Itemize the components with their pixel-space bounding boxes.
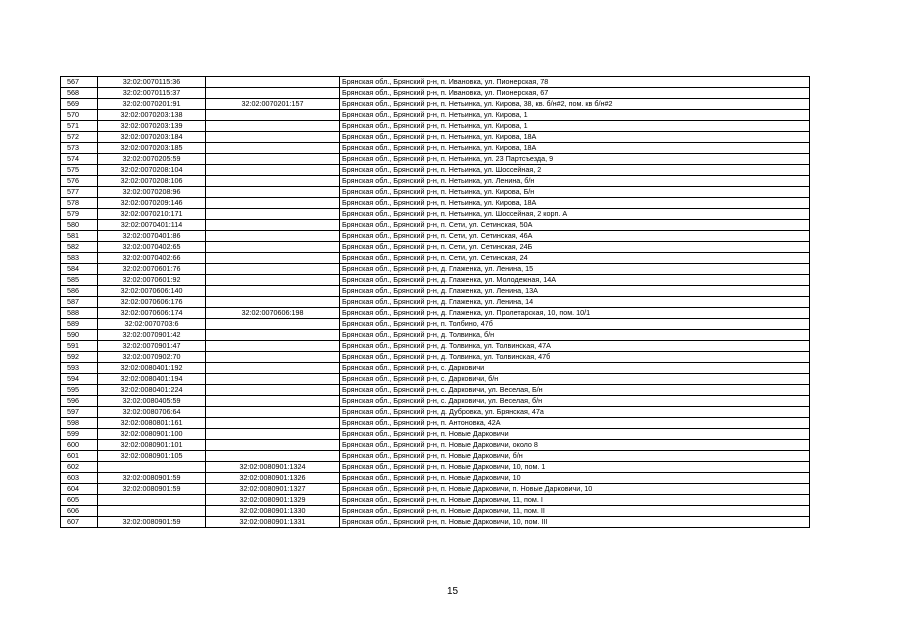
land-cadastral-number-cell: 32:02:0070901:42 xyxy=(98,330,206,341)
building-cadastral-number-cell xyxy=(206,253,340,264)
table-row xyxy=(61,110,810,121)
address-cell: Брянская обл., Брянский р-н, п. Новые Дарковичи, 10, пом. 1 xyxy=(340,462,810,473)
land-cadastral-number-cell xyxy=(98,506,206,517)
row-number-cell: 574 xyxy=(61,154,98,165)
row-number-cell: 589 xyxy=(61,319,98,330)
table-row xyxy=(61,385,810,396)
row-number-cell: 583 xyxy=(61,253,98,264)
address-cell: Брянская обл., Брянский р-н, п. Нетьинка, ул. Кирова, Б/н xyxy=(340,187,810,198)
address-cell: Брянская обл., Брянский р-н, д. Глаженка, ул. Ленина, 14 xyxy=(340,297,810,308)
table-row xyxy=(61,396,810,407)
land-cadastral-number-cell: 32:02:0070115:37 xyxy=(98,88,206,99)
table-row xyxy=(61,495,810,506)
building-cadastral-number-cell xyxy=(206,330,340,341)
row-number-cell: 572 xyxy=(61,132,98,143)
land-cadastral-number-cell: 32:02:0070401:86 xyxy=(98,231,206,242)
address-cell: Брянская обл., Брянский р-н, п. Новые Дарковичи, 10 xyxy=(340,473,810,484)
address-cell: Брянская обл., Брянский р-н, с. Дарковичи, ул. Веселая, Б/н xyxy=(340,385,810,396)
table-row xyxy=(61,462,810,473)
table-row xyxy=(61,143,810,154)
address-cell: Брянская обл., Брянский р-н, п. Новые Дарковичи, п. Новые Дарковичи, 10 xyxy=(340,484,810,495)
row-number-cell: 568 xyxy=(61,88,98,99)
address-cell: Брянская обл., Брянский р-н, п. Ивановка, ул. Пионерская, 78 xyxy=(340,77,810,88)
property-table-body xyxy=(61,77,810,528)
table-row xyxy=(61,176,810,187)
building-cadastral-number-cell xyxy=(206,198,340,209)
building-cadastral-number-cell xyxy=(206,385,340,396)
building-cadastral-number-cell xyxy=(206,121,340,132)
row-number-cell: 593 xyxy=(61,363,98,374)
building-cadastral-number-cell xyxy=(206,231,340,242)
address-cell: Брянская обл., Брянский р-н, п. Толбино, 47б xyxy=(340,319,810,330)
row-number-cell: 579 xyxy=(61,209,98,220)
row-number-cell: 607 xyxy=(61,517,98,528)
land-cadastral-number-cell: 32:02:0070901:47 xyxy=(98,341,206,352)
table-row xyxy=(61,275,810,286)
address-cell: Брянская обл., Брянский р-н, п. Новые Дарковичи, б/н xyxy=(340,451,810,462)
address-cell: Брянская обл., Брянский р-н, д. Толвинка, б/н xyxy=(340,330,810,341)
table-row xyxy=(61,330,810,341)
row-number-cell: 597 xyxy=(61,407,98,418)
land-cadastral-number-cell: 32:02:0080901:101 xyxy=(98,440,206,451)
address-cell: Брянская обл., Брянский р-н, п. Сети, ул. Сетинская, 24 xyxy=(340,253,810,264)
address-cell: Брянская обл., Брянский р-н, п. Нетьинка, ул. Кирова, 18А xyxy=(340,132,810,143)
land-cadastral-number-cell: 32:02:0070209:146 xyxy=(98,198,206,209)
row-number-cell: 569 xyxy=(61,99,98,110)
table-row xyxy=(61,418,810,429)
row-number-cell: 604 xyxy=(61,484,98,495)
address-cell: Брянская обл., Брянский р-н, п. Сети, ул. Сетинская, 46А xyxy=(340,231,810,242)
table-row xyxy=(61,220,810,231)
land-cadastral-number-cell: 32:02:0080901:59 xyxy=(98,517,206,528)
table-row xyxy=(61,132,810,143)
row-number-cell: 594 xyxy=(61,374,98,385)
building-cadastral-number-cell xyxy=(206,451,340,462)
row-number-cell: 606 xyxy=(61,506,98,517)
building-cadastral-number-cell xyxy=(206,187,340,198)
land-cadastral-number-cell: 32:02:0070601:76 xyxy=(98,264,206,275)
table-row xyxy=(61,121,810,132)
row-number-cell: 591 xyxy=(61,341,98,352)
land-cadastral-number-cell: 32:02:0070115:36 xyxy=(98,77,206,88)
building-cadastral-number-cell xyxy=(206,165,340,176)
row-number-cell: 601 xyxy=(61,451,98,462)
table-row xyxy=(61,231,810,242)
building-cadastral-number-cell xyxy=(206,77,340,88)
building-cadastral-number-cell xyxy=(206,374,340,385)
table-row xyxy=(61,308,810,319)
building-cadastral-number-cell xyxy=(206,297,340,308)
row-number-cell: 586 xyxy=(61,286,98,297)
address-cell: Брянская обл., Брянский р-н, п. Сети, ул. Сетинская, 50А xyxy=(340,220,810,231)
row-number-cell: 585 xyxy=(61,275,98,286)
table-row xyxy=(61,253,810,264)
land-cadastral-number-cell xyxy=(98,495,206,506)
land-cadastral-number-cell: 32:02:0080901:59 xyxy=(98,473,206,484)
building-cadastral-number-cell xyxy=(206,242,340,253)
address-cell: Брянская обл., Брянский р-н, д. Толвинка, ул. Толвинская, 47А xyxy=(340,341,810,352)
building-cadastral-number-cell: 32:02:0080901:1326 xyxy=(206,473,340,484)
address-cell: Брянская обл., Брянский р-н, д. Глаженка, ул. Пролетарская, 10, пом. 10/1 xyxy=(340,308,810,319)
address-cell: Брянская обл., Брянский р-н, п. Нетьинка, ул. Ленина, б/н xyxy=(340,176,810,187)
land-cadastral-number-cell: 32:02:0070203:184 xyxy=(98,132,206,143)
building-cadastral-number-cell: 32:02:0080901:1331 xyxy=(206,517,340,528)
address-cell: Брянская обл., Брянский р-н, п. Ивановка, ул. Пионерская, 67 xyxy=(340,88,810,99)
row-number-cell: 584 xyxy=(61,264,98,275)
building-cadastral-number-cell: 32:02:0070606:198 xyxy=(206,308,340,319)
land-cadastral-number-cell: 32:02:0070203:139 xyxy=(98,121,206,132)
page-number: 15 xyxy=(446,586,459,597)
building-cadastral-number-cell xyxy=(206,352,340,363)
table-row xyxy=(61,99,810,110)
land-cadastral-number-cell: 32:02:0070703:6 xyxy=(98,319,206,330)
table-row xyxy=(61,209,810,220)
address-cell: Брянская обл., Брянский р-н, с. Дарковичи, ул. Веселая, б/н xyxy=(340,396,810,407)
address-cell: Брянская обл., Брянский р-н, с. Дарковичи, б/н xyxy=(340,374,810,385)
land-cadastral-number-cell: 32:02:0070606:140 xyxy=(98,286,206,297)
building-cadastral-number-cell xyxy=(206,429,340,440)
row-number-cell: 580 xyxy=(61,220,98,231)
building-cadastral-number-cell: 32:02:0080901:1330 xyxy=(206,506,340,517)
row-number-cell: 570 xyxy=(61,110,98,121)
address-cell: Брянская обл., Брянский р-н, п. Нетьинка, ул. Кирова, 18А xyxy=(340,143,810,154)
row-number-cell: 600 xyxy=(61,440,98,451)
land-cadastral-number-cell: 32:02:0070402:65 xyxy=(98,242,206,253)
table-row xyxy=(61,451,810,462)
land-cadastral-number-cell: 32:02:0080706:64 xyxy=(98,407,206,418)
land-cadastral-number-cell: 32:02:0080401:224 xyxy=(98,385,206,396)
address-cell: Брянская обл., Брянский р-н, п. Нетьинка, ул. Кирова, 18А xyxy=(340,198,810,209)
row-number-cell: 571 xyxy=(61,121,98,132)
land-cadastral-number-cell: 32:02:0080801:161 xyxy=(98,418,206,429)
table-row xyxy=(61,473,810,484)
row-number-cell: 575 xyxy=(61,165,98,176)
table-row xyxy=(61,517,810,528)
table-row xyxy=(61,264,810,275)
row-number-cell: 576 xyxy=(61,176,98,187)
building-cadastral-number-cell xyxy=(206,418,340,429)
building-cadastral-number-cell xyxy=(206,132,340,143)
building-cadastral-number-cell: 32:02:0080901:1329 xyxy=(206,495,340,506)
building-cadastral-number-cell xyxy=(206,396,340,407)
row-number-cell: 567 xyxy=(61,77,98,88)
land-cadastral-number-cell: 32:02:0080901:105 xyxy=(98,451,206,462)
table-row xyxy=(61,484,810,495)
land-cadastral-number-cell: 32:02:0070208:104 xyxy=(98,165,206,176)
building-cadastral-number-cell xyxy=(206,286,340,297)
land-cadastral-number-cell: 32:02:0070210:171 xyxy=(98,209,206,220)
building-cadastral-number-cell xyxy=(206,363,340,374)
row-number-cell: 592 xyxy=(61,352,98,363)
row-number-cell: 590 xyxy=(61,330,98,341)
table-row xyxy=(61,242,810,253)
building-cadastral-number-cell xyxy=(206,88,340,99)
table-row xyxy=(61,154,810,165)
row-number-cell: 603 xyxy=(61,473,98,484)
table-row xyxy=(61,506,810,517)
building-cadastral-number-cell xyxy=(206,440,340,451)
address-cell: Брянская обл., Брянский р-н, п. Нетьинка, ул. Шоссейная, 2 xyxy=(340,165,810,176)
address-cell: Брянская обл., Брянский р-н, д. Дубровка, ул. Брянская, 47а xyxy=(340,407,810,418)
row-number-cell: 578 xyxy=(61,198,98,209)
land-cadastral-number-cell: 32:02:0070203:185 xyxy=(98,143,206,154)
address-cell: Брянская обл., Брянский р-н, п. Новые Дарковичи, 11, пом. I xyxy=(340,495,810,506)
building-cadastral-number-cell xyxy=(206,154,340,165)
land-cadastral-number-cell: 32:02:0070601:92 xyxy=(98,275,206,286)
address-cell: Брянская обл., Брянский р-н, д. Глаженка, ул. Ленина, 13А xyxy=(340,286,810,297)
address-cell: Брянская обл., Брянский р-н, с. Дарковичи xyxy=(340,363,810,374)
address-cell: Брянская обл., Брянский р-н, д. Толвинка, ул. Толвинская, 47б xyxy=(340,352,810,363)
address-cell: Брянская обл., Брянский р-н, п. Нетьинка, ул. Кирова, 38, кв. б/н#2, пом. кв б/н#2 xyxy=(340,99,810,110)
building-cadastral-number-cell: 32:02:0070201:157 xyxy=(206,99,340,110)
building-cadastral-number-cell xyxy=(206,407,340,418)
building-cadastral-number-cell xyxy=(206,176,340,187)
building-cadastral-number-cell xyxy=(206,319,340,330)
row-number-cell: 581 xyxy=(61,231,98,242)
address-cell: Брянская обл., Брянский р-н, д. Глаженка, ул. Ленина, 15 xyxy=(340,264,810,275)
building-cadastral-number-cell xyxy=(206,264,340,275)
table-row xyxy=(61,429,810,440)
address-cell: Брянская обл., Брянский р-н, п. Новые Дарковичи xyxy=(340,429,810,440)
table-row xyxy=(61,352,810,363)
land-cadastral-number-cell: 32:02:0070606:174 xyxy=(98,308,206,319)
land-cadastral-number-cell: 32:02:0070205:59 xyxy=(98,154,206,165)
address-cell: Брянская обл., Брянский р-н, п. Нетьинка, ул. Кирова, 1 xyxy=(340,121,810,132)
building-cadastral-number-cell xyxy=(206,110,340,121)
table-row xyxy=(61,187,810,198)
address-cell: Брянская обл., Брянский р-н, п. Новые Дарковичи, 11, пом. II xyxy=(340,506,810,517)
building-cadastral-number-cell xyxy=(206,209,340,220)
land-cadastral-number-cell: 32:02:0080405:59 xyxy=(98,396,206,407)
land-cadastral-number-cell: 32:02:0070606:176 xyxy=(98,297,206,308)
building-cadastral-number-cell: 32:02:0080901:1327 xyxy=(206,484,340,495)
row-number-cell: 605 xyxy=(61,495,98,506)
table-row xyxy=(61,165,810,176)
table-row xyxy=(61,363,810,374)
row-number-cell: 588 xyxy=(61,308,98,319)
land-cadastral-number-cell: 32:02:0080901:100 xyxy=(98,429,206,440)
land-cadastral-number-cell: 32:02:0070208:96 xyxy=(98,187,206,198)
table-row xyxy=(61,440,810,451)
building-cadastral-number-cell xyxy=(206,341,340,352)
land-cadastral-number-cell: 32:02:0070401:114 xyxy=(98,220,206,231)
address-cell: Брянская обл., Брянский р-н, п. Новые Дарковичи, 10, пом. III xyxy=(340,517,810,528)
table-row xyxy=(61,374,810,385)
land-cadastral-number-cell xyxy=(98,462,206,473)
row-number-cell: 598 xyxy=(61,418,98,429)
table-row xyxy=(61,286,810,297)
table-row xyxy=(61,319,810,330)
building-cadastral-number-cell xyxy=(206,275,340,286)
row-number-cell: 573 xyxy=(61,143,98,154)
building-cadastral-number-cell: 32:02:0080901:1324 xyxy=(206,462,340,473)
table-row xyxy=(61,341,810,352)
address-cell: Брянская обл., Брянский р-н, п. Антоновка, 42А xyxy=(340,418,810,429)
land-cadastral-number-cell: 32:02:0070201:91 xyxy=(98,99,206,110)
land-cadastral-number-cell: 32:02:0070208:106 xyxy=(98,176,206,187)
address-cell: Брянская обл., Брянский р-н, п. Нетьинка, ул. Шоссейная, 2 корп. А xyxy=(340,209,810,220)
row-number-cell: 577 xyxy=(61,187,98,198)
table-row xyxy=(61,88,810,99)
row-number-cell: 599 xyxy=(61,429,98,440)
table-row xyxy=(61,407,810,418)
address-cell: Брянская обл., Брянский р-н, п. Нетьинка, ул. 23 Партсъезда, 9 xyxy=(340,154,810,165)
building-cadastral-number-cell xyxy=(206,220,340,231)
address-cell: Брянская обл., Брянский р-н, д. Глаженка, ул. Молодежная, 14А xyxy=(340,275,810,286)
address-cell: Брянская обл., Брянский р-н, п. Новые Дарковичи, около 8 xyxy=(340,440,810,451)
land-cadastral-number-cell: 32:02:0080901:59 xyxy=(98,484,206,495)
land-cadastral-number-cell: 32:02:0070402:66 xyxy=(98,253,206,264)
land-cadastral-number-cell: 32:02:0070203:138 xyxy=(98,110,206,121)
address-cell: Брянская обл., Брянский р-н, п. Нетьинка, ул. Кирова, 1 xyxy=(340,110,810,121)
table-row xyxy=(61,297,810,308)
property-table xyxy=(60,76,810,528)
table-row xyxy=(61,198,810,209)
row-number-cell: 595 xyxy=(61,385,98,396)
land-cadastral-number-cell: 32:02:0080401:194 xyxy=(98,374,206,385)
address-cell: Брянская обл., Брянский р-н, п. Сети, ул. Сетинская, 24Б xyxy=(340,242,810,253)
row-number-cell: 602 xyxy=(61,462,98,473)
row-number-cell: 596 xyxy=(61,396,98,407)
table-row xyxy=(61,77,810,88)
land-cadastral-number-cell: 32:02:0080401:192 xyxy=(98,363,206,374)
row-number-cell: 587 xyxy=(61,297,98,308)
row-number-cell: 582 xyxy=(61,242,98,253)
building-cadastral-number-cell xyxy=(206,143,340,154)
land-cadastral-number-cell: 32:02:0070902:70 xyxy=(98,352,206,363)
